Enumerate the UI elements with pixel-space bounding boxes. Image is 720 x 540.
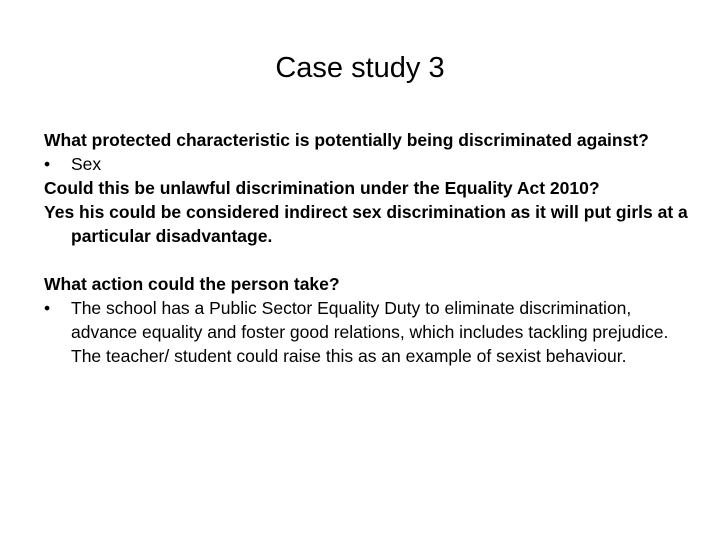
slide-title: Case study 3	[275, 52, 445, 84]
question-action: What action could the person take?	[44, 274, 340, 294]
bullet-marker: •	[44, 298, 51, 318]
answer-sex: Sex	[71, 154, 102, 174]
bullet-item	[44, 296, 694, 368]
question-unlawful-discrimination: Could this be unlawful discrimination under the Equality Act 2010?	[44, 178, 600, 198]
bullet-item	[44, 152, 694, 176]
answer-indirect-discrimination: Yes his could be considered indirect sex discrimination as it will put girls at a particular disadvantage.	[44, 202, 688, 246]
slide-body	[44, 128, 694, 368]
question-protected-characteristic: What protected characteristic is potentially being discriminated against?	[44, 130, 649, 150]
spacer	[44, 248, 694, 272]
answer-public-sector-duty: The school has a Public Sector Equality Duty to eliminate discrimination, advance equality and foster good relations, which includes tackling prejudice. The teacher/ student could raise this as an example of sexist behaviour.	[71, 298, 669, 366]
bullet-marker: •	[44, 154, 51, 174]
